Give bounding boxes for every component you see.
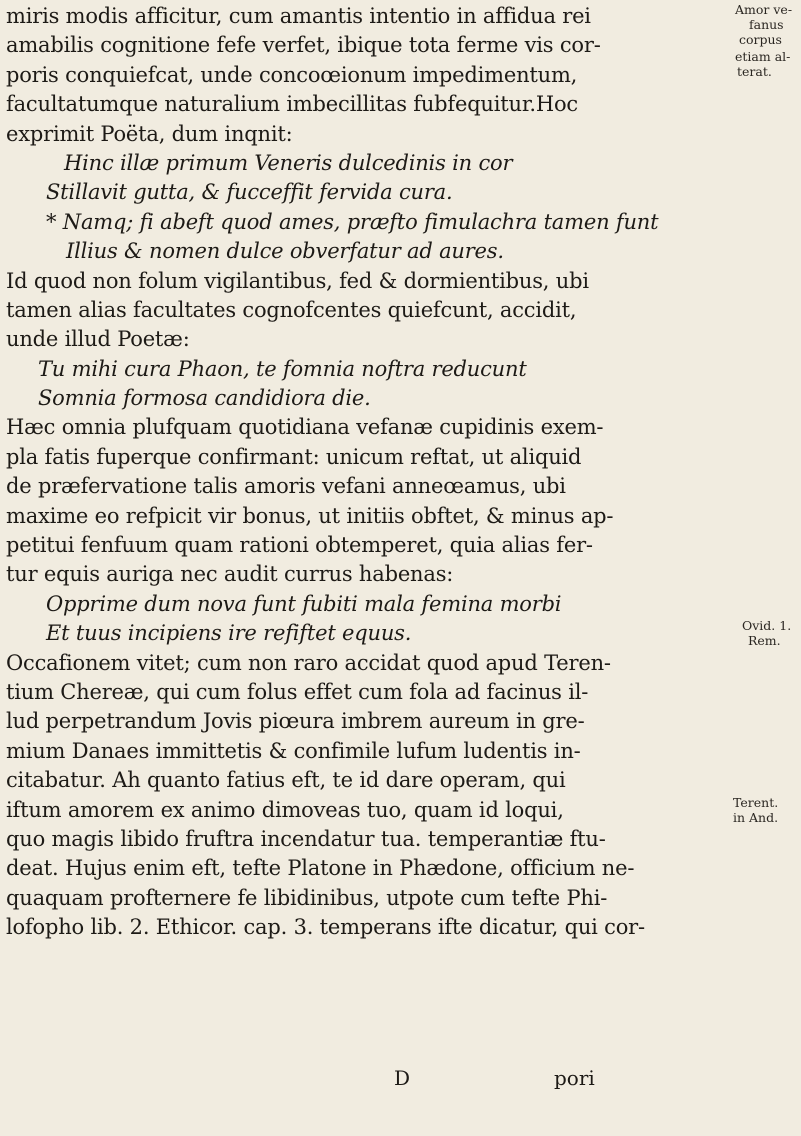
text-line: maxime eo refpicit vir bonus, ut initiis obftet, & minus ap- bbox=[6, 503, 614, 528]
text-line: iftum amorem ex animo dimoveas tuo, quam id loqui, bbox=[6, 797, 564, 822]
text-line: Hinc illæ primum Veneris dulcedinis in cor bbox=[64, 150, 513, 175]
margin-note-amor bbox=[735, 2, 792, 79]
signature-mark: D bbox=[394, 1066, 411, 1090]
main-text-block bbox=[6, 2, 724, 943]
text-line: Tu mihi cura Phaon, te fomnia noftra reducunt bbox=[38, 356, 527, 381]
text-line: unde illud Poetæ: bbox=[6, 327, 190, 352]
catchword: pori bbox=[554, 1066, 595, 1090]
text-line: * Namq; fi abeft quod ames, præfto fimulachra tamen funt bbox=[46, 209, 659, 234]
text-line: de præfervatione talis amoris vefani anneœamus, ubi bbox=[6, 474, 566, 499]
text-line: miris modis afficitur, cum amantis intentio in affidua rei bbox=[6, 4, 591, 28]
text-line: Et tuus incipiens ire refiftet equus. bbox=[46, 621, 412, 646]
text-line: mium Danaes immittetis & confimile lufum ludentis in- bbox=[6, 738, 581, 763]
text-line: facultatumque naturalium imbecillitas fubfequitur.Hoc bbox=[6, 92, 578, 117]
text-line: Somnia formosa candidiora die. bbox=[38, 386, 371, 411]
margin-note-line: Amor ve- bbox=[735, 2, 793, 17]
text-line: Hæc omnia plufquam quotidiana vefanæ cupidinis exem- bbox=[6, 415, 604, 440]
text-line: tur equis auriga nec audit currus habenas: bbox=[6, 562, 454, 587]
text-line: Stillavit gutta, & fucceffit fervida cura. bbox=[46, 180, 453, 205]
text-line: Illius & nomen dulce obverfatur ad aures. bbox=[66, 239, 504, 264]
margin-note-line: terat. bbox=[737, 64, 772, 79]
margin-note-line: Terent. bbox=[733, 795, 779, 810]
margin-note-line: Rem. bbox=[748, 633, 781, 648]
text-line: lud perpetrandum Jovis piœura imbrem aureum in gre- bbox=[6, 709, 585, 734]
margin-note-line: etiam al- bbox=[735, 49, 791, 64]
margin-note-line: Ovid. 1. bbox=[742, 618, 792, 633]
text-line: lofopho lib. 2. Ethicor. cap. 3. temperans ifte dicatur, qui cor- bbox=[6, 915, 645, 940]
text-line: exprimit Poëta, dum inqnit: bbox=[6, 121, 293, 146]
text-line: tamen alias facultates cognofcentes quiefcunt, accidit, bbox=[6, 297, 577, 322]
text-line: quaquam profternere fe libidinibus, utpote cum tefte Phi- bbox=[6, 885, 608, 910]
text-line: quo magis libido fruftra incendatur tua. temperantiæ ftu- bbox=[6, 826, 606, 851]
margin-note-terent bbox=[733, 795, 778, 825]
text-line: pla fatis fuperque confirmant: unicum reftat, ut aliquid bbox=[6, 444, 582, 469]
text-line: Opprime dum nova funt fubiti mala femina morbi bbox=[46, 591, 562, 616]
text-line: petitui fenfuum quam rationi obtemperet, quia alias fer- bbox=[6, 533, 593, 558]
margin-note-line: in And. bbox=[733, 810, 779, 825]
text-line: poris conquiefcat, unde concoœionum impedimentum, bbox=[6, 62, 578, 87]
margin-note-line: fanus bbox=[749, 17, 784, 32]
margin-note-ovid bbox=[742, 618, 791, 648]
text-line: Occafionem vitet; cum non raro accidat quod apud Teren- bbox=[6, 650, 611, 675]
text-line: amabilis cognitione fefe verfet, ibique tota ferme vis cor- bbox=[6, 33, 601, 58]
text-line: deat. Hujus enim eft, tefte Platone in Phædone, officium ne- bbox=[6, 856, 635, 881]
text-line: Id quod non folum vigilantibus, fed & dormientibus, ubi bbox=[6, 268, 589, 293]
margin-note-line: corpus bbox=[739, 32, 782, 47]
text-line: citabatur. Ah quanto fatius eft, te id dare operam, qui bbox=[6, 768, 566, 793]
text-line: tium Chereæ, qui cum folus effet cum fola ad facinus il- bbox=[6, 679, 589, 704]
